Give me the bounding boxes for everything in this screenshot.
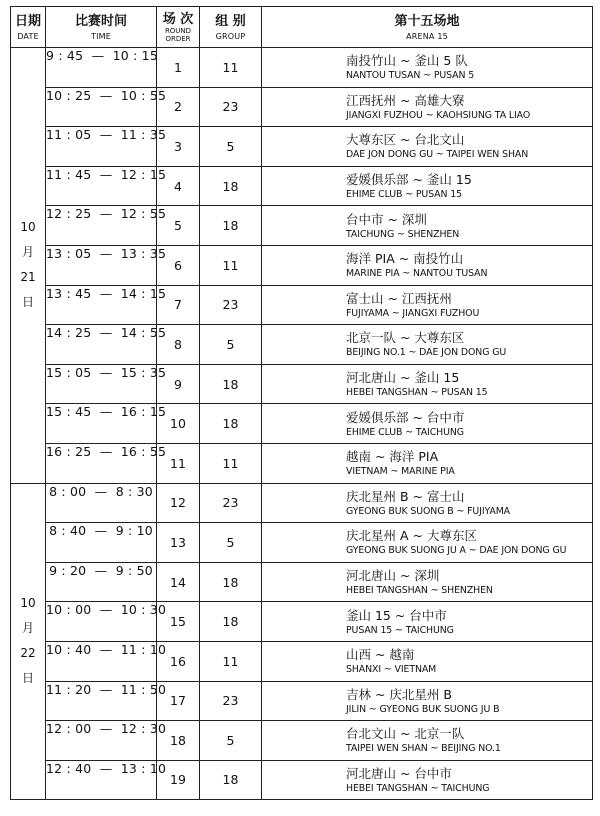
match-order: 14 — [157, 562, 200, 602]
match-teams-cell — [262, 245, 593, 285]
match-teams-cell — [262, 562, 593, 602]
match-teams-en: HEBEI TANGSHAN ~ TAICHUNG — [346, 782, 490, 794]
match-teams-zh: 庆北星州 A ~ 大尊东区 — [346, 528, 477, 544]
match-teams-zh: 河北唐山 ~ 釜山 15 — [346, 370, 460, 386]
match-teams-zh: 釜山 15 ~ 台中市 — [346, 607, 447, 623]
match-teams-cell — [262, 443, 593, 483]
match-teams-cell — [262, 404, 593, 444]
match-order: 9 — [157, 364, 200, 404]
arena-column-header — [262, 7, 593, 48]
match-row — [11, 523, 593, 563]
match-row — [11, 681, 593, 721]
match-teams-cell — [262, 721, 593, 761]
match-order: 1 — [157, 48, 200, 88]
match-group: 5 — [200, 523, 262, 563]
date-part: 月 — [21, 245, 34, 260]
match-teams-cell — [262, 325, 593, 365]
match-order: 16 — [157, 641, 200, 681]
match-order: 17 — [157, 681, 200, 721]
arena-header-en: ARENA 15 — [406, 31, 448, 41]
match-teams-en: VIETNAM ~ MARINE PIA — [346, 466, 455, 478]
date-part: 日 — [21, 295, 34, 310]
match-teams-cell — [262, 602, 593, 642]
match-order: 3 — [157, 127, 200, 167]
date-header-en: DATE — [17, 31, 39, 41]
match-teams-en: JIANGXI FUZHOU ~ KAOHSIUNG TA LIAO — [346, 109, 531, 121]
match-teams-en: GYEONG BUK SUONG JU A ~ DAE JON DONG GU — [346, 545, 567, 557]
match-teams-en: JILIN ~ GYEONG BUK SUONG JU B — [346, 703, 500, 715]
match-group: 18 — [200, 166, 262, 206]
match-time: 12 : 25 — 12 : 55 — [46, 206, 157, 246]
match-time: 8 : 00 — 8 : 30 — [46, 483, 157, 523]
match-order: 19 — [157, 760, 200, 800]
match-time: 11 : 45 — 12 : 15 — [46, 166, 157, 206]
match-teams-en: EHIME CLUB ~ TAICHUNG — [346, 426, 464, 438]
match-group: 18 — [200, 760, 262, 800]
match-schedule-table — [10, 6, 593, 800]
time-header-zh: 比赛时间 — [74, 13, 127, 29]
match-order: 18 — [157, 721, 200, 761]
match-group: 23 — [200, 681, 262, 721]
order-header-en-2: ORDER — [165, 34, 191, 43]
match-row — [11, 127, 593, 167]
order-column-header — [157, 7, 200, 48]
match-order: 12 — [157, 483, 200, 523]
match-group: 11 — [200, 641, 262, 681]
match-time: 15 : 45 — 16 : 15 — [46, 404, 157, 444]
match-teams-cell — [262, 87, 593, 127]
match-order: 4 — [157, 166, 200, 206]
match-teams-zh: 爱媛俱乐部 ~ 釜山 15 — [346, 172, 472, 188]
match-row — [11, 364, 593, 404]
date-part: 日 — [21, 671, 34, 686]
match-teams-zh: 庆北星州 B ~ 富士山 — [346, 488, 465, 504]
match-group: 18 — [200, 364, 262, 404]
match-teams-en: SHANXI ~ VIETNAM — [346, 664, 437, 676]
match-row — [11, 602, 593, 642]
order-header-en-1: ROUND — [164, 26, 192, 35]
match-order: 5 — [157, 206, 200, 246]
match-order: 8 — [157, 325, 200, 365]
match-group: 5 — [200, 325, 262, 365]
group-column-header — [200, 7, 262, 48]
match-teams-en: GYEONG BUK SUONG B ~ FUJIYAMA — [346, 505, 510, 517]
group-header-en: GROUP — [215, 31, 246, 41]
match-group: 11 — [200, 443, 262, 483]
match-teams-cell — [262, 641, 593, 681]
match-row — [11, 443, 593, 483]
match-teams-zh: 山西 ~ 越南 — [346, 647, 415, 663]
match-teams-zh: 台中市 ~ 深圳 — [346, 211, 427, 227]
match-row — [11, 641, 593, 681]
match-time: 11 : 05 — 11 : 35 — [46, 127, 157, 167]
match-teams-cell — [262, 760, 593, 800]
match-row — [11, 562, 593, 602]
match-teams-cell — [262, 206, 593, 246]
match-time: 10 : 25 — 10 : 55 — [46, 87, 157, 127]
match-row — [11, 206, 593, 246]
match-row — [11, 245, 593, 285]
date-part: 10 — [20, 596, 36, 611]
match-time: 8 : 40 — 9 : 10 — [46, 523, 157, 563]
match-teams-cell — [262, 127, 593, 167]
match-time: 10 : 00 — 10 : 30 — [46, 602, 157, 642]
match-order: 2 — [157, 87, 200, 127]
match-time: 13 : 45 — 14 : 15 — [46, 285, 157, 325]
day-date-cell — [11, 48, 46, 484]
match-group: 11 — [200, 245, 262, 285]
date-part: 10 — [20, 220, 36, 235]
match-row — [11, 483, 593, 523]
match-teams-cell — [262, 523, 593, 563]
schedule-body — [11, 48, 593, 800]
match-teams-en: MARINE PIA ~ NANTOU TUSAN — [346, 268, 488, 280]
match-teams-zh: 吉林 ~ 庆北星州 B — [346, 686, 452, 702]
match-teams-cell — [262, 48, 593, 88]
match-teams-zh: 台北文山 ~ 北京一队 — [346, 726, 465, 742]
header-row — [11, 7, 593, 48]
match-teams-zh: 爱媛俱乐部 ~ 台中市 — [346, 409, 465, 425]
match-group: 18 — [200, 206, 262, 246]
match-teams-cell — [262, 166, 593, 206]
match-group: 5 — [200, 127, 262, 167]
match-row — [11, 325, 593, 365]
match-teams-zh: 大尊东区 ~ 台北文山 — [346, 132, 465, 148]
match-row — [11, 721, 593, 761]
match-teams-en: HEBEI TANGSHAN ~ PUSAN 15 — [346, 387, 488, 399]
match-time: 9 : 20 — 9 : 50 — [46, 562, 157, 602]
match-group: 23 — [200, 285, 262, 325]
match-teams-zh: 北京一队 ~ 大尊东区 — [346, 330, 465, 346]
match-row — [11, 166, 593, 206]
date-part: 22 — [20, 646, 36, 661]
match-teams-cell — [262, 364, 593, 404]
match-teams-zh: 南投竹山 ~ 釜山 5 队 — [346, 53, 468, 69]
match-teams-cell — [262, 285, 593, 325]
match-teams-en: TAIPEI WEN SHAN ~ BEIJING NO.1 — [346, 743, 501, 755]
group-header-zh: 组 别 — [215, 13, 246, 29]
match-teams-en: TAICHUNG ~ SHENZHEN — [346, 228, 460, 240]
match-group: 23 — [200, 483, 262, 523]
match-row — [11, 404, 593, 444]
match-group: 18 — [200, 562, 262, 602]
match-row — [11, 760, 593, 800]
match-teams-en: DAE JON DONG GU ~ TAIPEI WEN SHAN — [346, 149, 529, 161]
match-time: 16 : 25 — 16 : 55 — [46, 443, 157, 483]
match-group: 5 — [200, 721, 262, 761]
match-order: 6 — [157, 245, 200, 285]
time-header-en: TIME — [90, 31, 111, 41]
match-time: 15 : 05 — 15 : 35 — [46, 364, 157, 404]
match-time: 9 : 45 — 10 : 15 — [46, 48, 157, 88]
match-group: 18 — [200, 602, 262, 642]
date-column-header — [11, 7, 46, 48]
date-part: 月 — [21, 621, 34, 636]
match-time: 13 : 05 — 13 : 35 — [46, 245, 157, 285]
match-order: 7 — [157, 285, 200, 325]
match-row — [11, 285, 593, 325]
match-teams-zh: 海洋 PIA ~ 南投竹山 — [346, 251, 464, 267]
match-time: 12 : 00 — 12 : 30 — [46, 721, 157, 761]
match-teams-en: PUSAN 15 ~ TAICHUNG — [346, 624, 454, 636]
day-date-cell — [11, 483, 46, 800]
match-teams-zh: 河北唐山 ~ 台中市 — [346, 765, 452, 781]
match-order: 13 — [157, 523, 200, 563]
match-order: 10 — [157, 404, 200, 444]
match-teams-en: HEBEI TANGSHAN ~ SHENZHEN — [346, 585, 493, 597]
match-teams-zh: 越南 ~ 海洋 PIA — [346, 449, 439, 465]
match-order: 11 — [157, 443, 200, 483]
match-row — [11, 48, 593, 88]
time-column-header — [46, 7, 157, 48]
match-teams-zh: 富士山 ~ 江西抚州 — [346, 290, 452, 306]
match-teams-zh: 河北唐山 ~ 深圳 — [346, 568, 440, 584]
order-header-zh: 场 次 — [162, 11, 194, 27]
match-teams-en: BEIJING NO.1 ~ DAE JON DONG GU — [346, 347, 507, 359]
match-teams-cell — [262, 681, 593, 721]
match-order: 15 — [157, 602, 200, 642]
match-teams-en: EHIME CLUB ~ PUSAN 15 — [346, 189, 463, 201]
match-time: 11 : 20 — 11 : 50 — [46, 681, 157, 721]
date-part: 21 — [20, 270, 36, 285]
date-header-zh: 日期 — [14, 13, 41, 29]
match-teams-cell — [262, 483, 593, 523]
match-group: 23 — [200, 87, 262, 127]
match-time: 12 : 40 — 13 : 10 — [46, 760, 157, 800]
match-teams-en: NANTOU TUSAN ~ PUSAN 5 — [346, 70, 475, 82]
match-teams-zh: 江西抚州 ~ 高雄大寮 — [346, 92, 465, 108]
arena-header-zh: 第十五场地 — [394, 13, 460, 29]
match-teams-en: FUJIYAMA ~ JIANGXI FUZHOU — [346, 307, 480, 319]
match-row — [11, 87, 593, 127]
match-group: 11 — [200, 48, 262, 88]
match-group: 18 — [200, 404, 262, 444]
match-time: 14 : 25 — 14 : 55 — [46, 325, 157, 365]
match-time: 10 : 40 — 11 : 10 — [46, 641, 157, 681]
